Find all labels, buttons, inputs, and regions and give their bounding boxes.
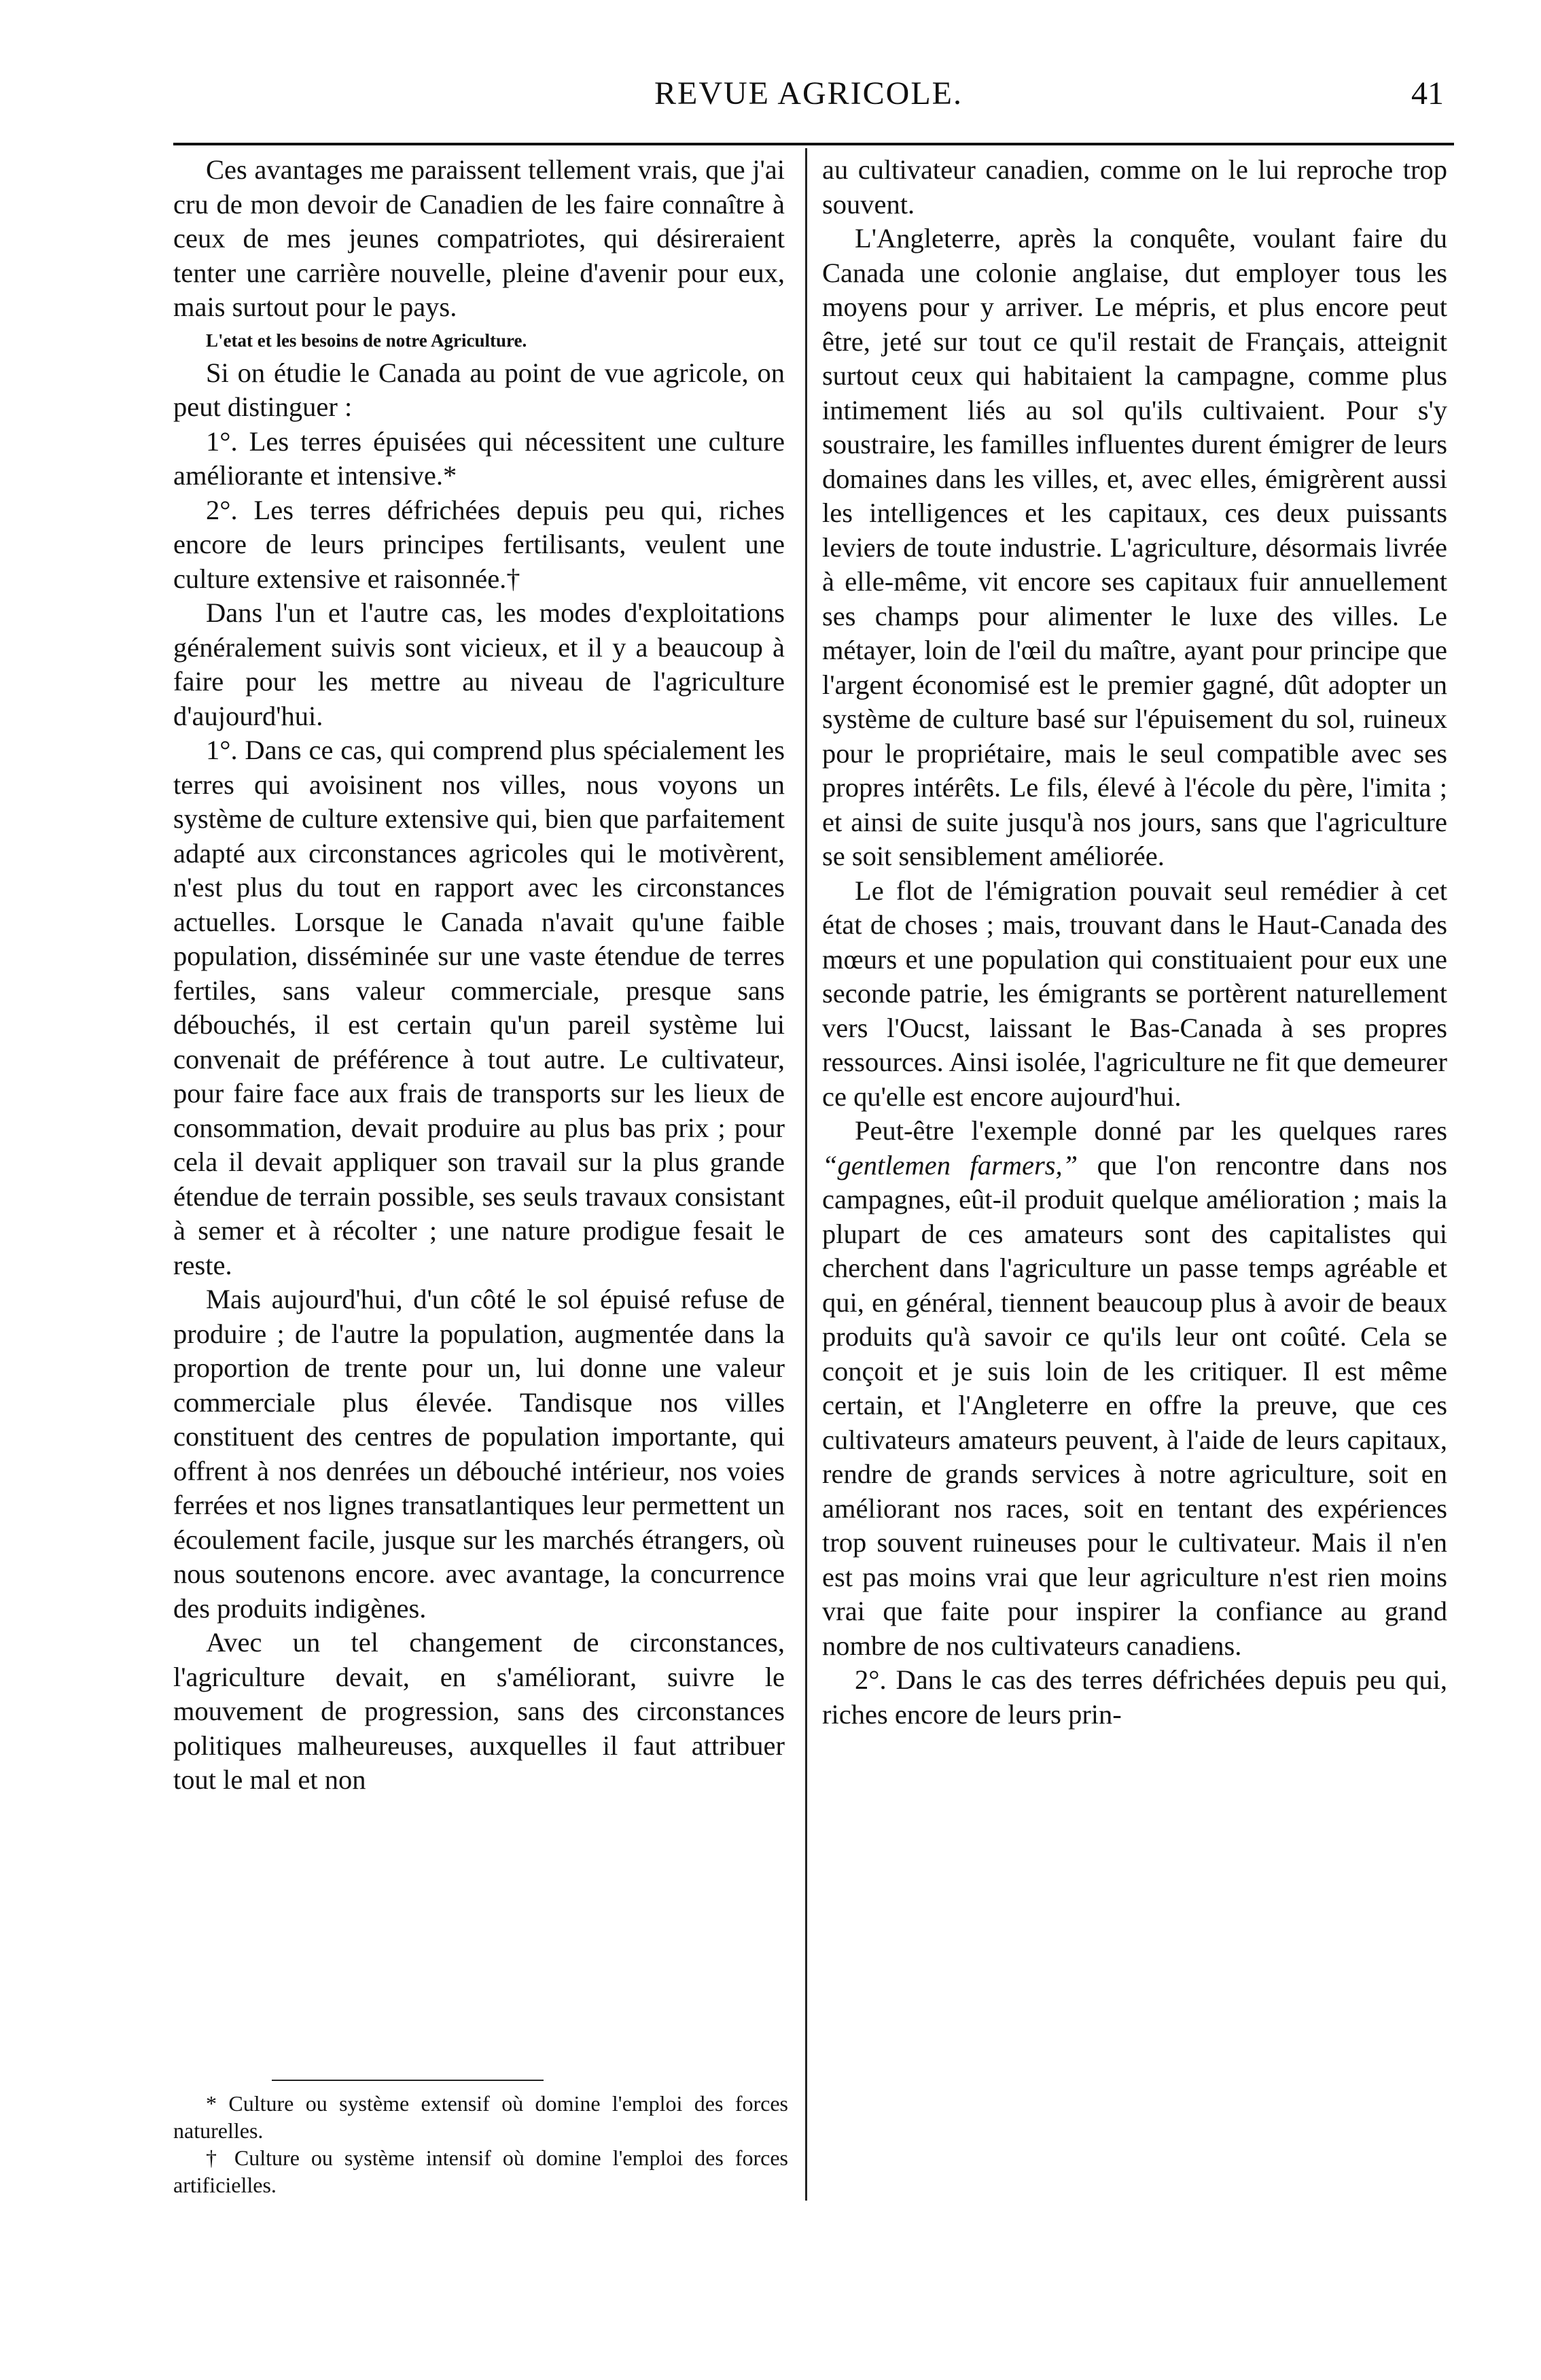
paragraph: Avec un tel changement de circonstances, l'agriculture devait, en s'améliorant, suivre le mouvement de progression, sans des circonstances politiques malheureuses, auxquelles il faut attribuer tout le mal et non [173,1627,785,1795]
paragraph: Le flot de l'émigration pouvait seul remédier à cet état de choses ; mais, trouvant dans le Haut-Canada des mœurs et une population qui constituaient pour eux une seconde patrie, les émigrants se portèrent naturellement vers l'Oucst, laissant le Bas-Canada à ses propres ressources. Ainsi isolée, l'agriculture ne fit que demeurer ce qu'elle est encore aujourd'hui. [822,875,1447,1112]
section-heading: L'etat et les besoins de notre Agriculture. [206,330,527,351]
running-title: REVUE AGRICOLE. [654,75,963,111]
left-column [173,153,785,1798]
italic-phrase: “gentlemen farmers,” [822,1149,1078,1180]
page-header [173,73,1444,128]
paragraph [822,1114,1447,1663]
footnote: † Culture ou système intensif où domine l'emploi des forces artificielles. [173,2146,788,2197]
paragraph: 1°. Dans ce cas, qui comprend plus spécialement les terres qui avoisinent nos villes, nous voyons un système de culture extensive qui, bien que parfaitement adapté aux circonstances agricoles qui le motivèrent, n'est plus du tout en rapport avec les circonstances actuelles. Lorsque le Canada n'avait qu'une faible population, disséminée sur une vaste étendue de terres fertiles, sans valeur commerciale, presque sans débouchés, il est certain qu'un pareil système lui convenait de préférence à tout autre. Le cultivateur, pour faire face aux frais de transports sur les lieux de consommation, devait produire au plus bas prix ; pour cela il devait appliquer son travail sur la plus grande étendue de terrain possible, ses seuls travaux consistant à semer et à récolter ; une nature prodigue fesait le reste. [173,735,785,1280]
footnotes [173,2090,788,2199]
paragraph: L'Angleterre, après la conquête, voulant faire du Canada une colonie anglaise, dut employer tous les moyens pour y arriver. Le mépris, et plus encore peut être, jeté sur tout ce qu'il restait de Français, atteignit surtout ceux qui habitaient la campagne, comme plus intimement liés au sol qu'ils cultivaient. Pour s'y soustraire, les familles influentes durent émigrer de leurs domaines dans les villes, et, avec elles, émigrèrent aussi les intelligences et les capitaux, ces deux puissants leviers de toute industrie. L'agriculture, désormais livrée à elle-même, vit encore ses capitaux fuir annuellement ses champs pour alimenter le luxe des villes. Le métayer, loin de l'œil du maître, ayant pour principe que l'argent économisé est le premier gagné, dût adopter un système de culture basé sur l'épuisement du sol, ruineux pour le propriétaire, mais le seul compatible avec ses propres intérêts. Le fils, élevé à l'école du père, l'imita ; et ainsi de suite jusqu'à nos jours, sans que l'agriculture se soit sensiblement améliorée. [822,223,1447,871]
paragraph: 2°. Les terres défrichées depuis peu qui, riches encore de leurs principes fertilisants, veulent une culture extensive et raisonnée.† [173,494,785,594]
paragraph: Si on étudie le Canada au point de vue agricole, on peut distinguer : [173,357,785,422]
paragraph: Ces avantages me paraissent tellement vrais, que j'ai cru de mon devoir de Canadien de les faire connaître à ceux de mes jeunes compatriotes, qui désireraient tenter une carrière nouvelle, pleine d'avenir pour eux, mais surtout pour le pays. [173,154,785,322]
paragraph: au cultivateur canadien, comme on le lui reproche trop souvent. [822,154,1447,220]
right-column [822,153,1447,1732]
paragraph-text: que l'on rencontre dans nos campagnes, eût-il produit quelque amélioration ; mais la plupart de ces amateurs sont des capitalistes qui cherchent dans l'agriculture un passe temps agréable et qui, en général, tiennent beaucoup plus à avoir de beaux produits qu'à savoir ce qu'ils leur ont coûté. Cela se conçoit et je suis loin de les critiquer. Il est même certain, et l'Angleterre en offre la preuve, que ces cultivateurs amateurs peuvent, à l'aide de leurs capitaux, rendre de grands services à notre agriculture, soit en améliorant nos races, soit en tentant des expériences trop souvent ruineuses pour le cultivateur. Mais il n'en est pas moins vrai que leur agriculture n'est rien moins vrai que faite pour inspirer la confiance au grand nombre de nos cultivateurs canadiens. [822,1149,1447,1661]
header-rule [173,143,1454,145]
paragraph: Dans l'un et l'autre cas, les modes d'exploitations généralement suivis sont vicieux, et il y a beaucoup à faire pour les mettre au niveau de l'agriculture d'aujourd'hui. [173,597,785,731]
footnote: * Culture ou système extensif où domine l'emploi des forces naturelles. [173,2091,788,2143]
paragraph-text: Peut-être l'exemple donné par les quelques rares [855,1115,1447,1146]
paragraph: 2°. Dans le cas des terres défrichées depuis peu qui, riches encore de leurs prin- [822,1664,1447,1730]
paragraph: Mais aujourd'hui, d'un côté le sol épuisé refuse de produire ; de l'autre la population, augmentée dans la proportion de trente pour un, lui donne une valeur commerciale plus élevée. Tandisque nos villes constituent des centres de population importante, qui offrent à nos denrées un débouché intérieur, nos voies ferrées et nos lignes transatlantiques leur permettent un écoulement facile, jusque sur les marchés étrangers, où nous soutenons encore. avec avantage, la concurrence des produits indigènes. [173,1284,785,1624]
paragraph: 1°. Les terres épuisées qui nécessitent une culture améliorante et intensive.* [173,425,785,491]
page-number: 41 [1411,75,1444,111]
column-divider [805,148,807,2201]
footnote-rule [272,2080,544,2081]
